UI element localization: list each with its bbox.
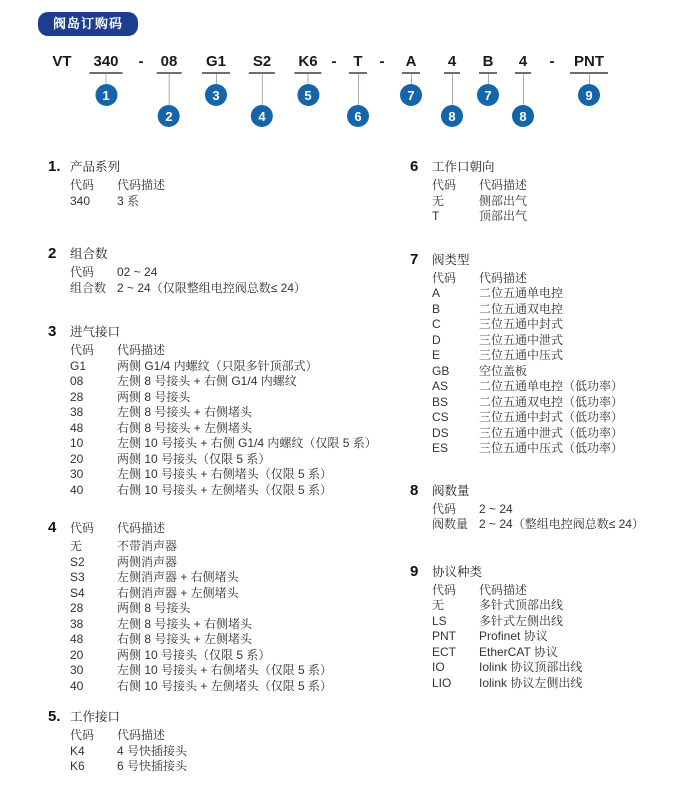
code-segment-label: T <box>349 53 366 74</box>
code-prefix: VT <box>52 53 72 70</box>
section-6 <box>410 158 693 225</box>
row-desc: 三位五通中泄式（低功率） <box>479 425 624 440</box>
row-code: PNT <box>432 629 456 643</box>
table-row <box>432 209 693 225</box>
section-4 <box>48 519 400 694</box>
code-segment-label: S2 <box>249 53 275 74</box>
code-dash: - <box>379 53 385 70</box>
section-title: 工作口朝向 <box>432 160 495 174</box>
table-header-row <box>432 271 693 287</box>
column-header-desc: 代码描述 <box>117 521 166 535</box>
row-code: DS <box>432 425 449 440</box>
order-circle-3: 3 <box>205 84 227 106</box>
row-desc: 不带消声器 <box>117 539 178 553</box>
table-row <box>70 405 400 421</box>
row-desc: 两侧 10 号接头（仅限 5 系） <box>117 451 271 466</box>
table-row <box>432 614 693 630</box>
section-heading <box>48 158 400 176</box>
section-heading <box>410 251 693 269</box>
row-desc: 6 号快插接头 <box>117 759 188 773</box>
table-row <box>70 436 400 452</box>
connector-line <box>308 74 309 84</box>
code-segment-PNT <box>570 53 608 106</box>
table-row <box>432 395 693 411</box>
column-header-desc: 代码描述 <box>479 270 528 285</box>
row-desc: 两侧 G1/4 内螺纹（只限多针顶部式） <box>117 358 318 373</box>
table-row <box>70 679 400 695</box>
code-dash: - <box>138 53 144 70</box>
section-title: 组合数 <box>70 247 108 261</box>
row-desc: 顶部出气 <box>479 209 528 223</box>
order-circle-8: 8 <box>512 105 534 127</box>
row-code: 无 <box>432 193 445 208</box>
row-code: 28 <box>70 601 84 615</box>
table-row <box>70 421 400 437</box>
connector-line <box>589 74 590 84</box>
row-desc: 右侧 8 号接头 + 左侧堵头 <box>117 632 253 646</box>
left-column <box>48 158 400 801</box>
section-title: 工作接口 <box>70 710 121 724</box>
row-desc: EtherCAT 协议 <box>479 644 558 659</box>
row-desc: 侧部出气 <box>479 193 528 208</box>
table-row <box>432 660 693 676</box>
section-heading <box>48 519 400 537</box>
table-row <box>432 441 693 457</box>
row-code: E <box>432 348 441 362</box>
table-row <box>432 502 693 518</box>
section-heading <box>410 563 693 581</box>
connector-line <box>261 74 262 105</box>
table-row <box>432 676 693 692</box>
row-desc: 4 号快插接头 <box>117 743 188 758</box>
connector-line <box>452 74 453 105</box>
code-segment-label: 4 <box>515 53 531 74</box>
table-row <box>432 333 693 349</box>
column-header-desc: 代码描述 <box>117 343 166 357</box>
section-table <box>48 178 400 209</box>
table-row <box>70 648 400 664</box>
table-row <box>432 629 693 645</box>
section-title: 产品系列 <box>70 160 121 174</box>
section-7 <box>410 251 693 457</box>
row-desc: 三位五通中压式 <box>479 348 564 362</box>
row-desc: Iolink 协议顶部出线 <box>479 660 583 674</box>
section-number: 4 <box>48 519 57 536</box>
table-row <box>70 452 400 468</box>
column-header-code: 代码 <box>432 270 457 285</box>
section-9 <box>410 563 693 692</box>
column-header-desc: 代码描述 <box>117 178 166 192</box>
column-header-code: 代码 <box>70 728 95 742</box>
section-title: 进气接口 <box>70 325 121 339</box>
connector-line <box>215 74 216 84</box>
row-code: S2 <box>70 554 85 569</box>
row-desc: 右侧消声器 + 左侧堵头 <box>117 585 239 600</box>
code-segment-4 <box>441 53 463 127</box>
row-desc: 2 ~ 24（仅限整组电控阀总数≤ 24） <box>117 280 306 295</box>
row-code: 20 <box>70 647 84 662</box>
row-desc: 左侧 8 号接头 + 右侧堵头 <box>117 616 253 631</box>
table-row <box>432 426 693 442</box>
section-table <box>410 502 693 533</box>
connector-line <box>169 74 170 105</box>
row-code: 10 <box>70 436 84 450</box>
section-heading <box>48 323 400 341</box>
connector-line <box>106 74 107 84</box>
order-circle-9: 9 <box>578 84 600 106</box>
section-table <box>48 728 400 775</box>
section-title: 阀数量 <box>432 483 470 498</box>
code-segment-K6 <box>294 53 321 106</box>
order-circle-5: 5 <box>297 84 319 106</box>
row-code: ECT <box>432 644 456 659</box>
table-header-row <box>432 583 693 599</box>
row-code: 40 <box>70 678 84 693</box>
column-header-code: 代码 <box>70 343 95 357</box>
row-code: LIO <box>432 675 452 690</box>
section-table <box>410 271 693 457</box>
section-title: 阀类型 <box>432 252 470 267</box>
row-code: ES <box>432 441 449 455</box>
table-row <box>432 517 693 533</box>
code-segment-A <box>400 53 422 106</box>
table-row <box>432 379 693 395</box>
section-3 <box>48 323 400 498</box>
row-code: 30 <box>70 467 84 481</box>
row-desc: 2 ~ 24 <box>479 501 513 516</box>
table-row <box>70 570 400 586</box>
row-desc: 两侧 10 号接头（仅限 5 系） <box>117 647 271 662</box>
row-desc: 三位五通中封式 <box>479 317 564 331</box>
section-1 <box>48 158 400 209</box>
order-circle-6: 6 <box>347 105 369 127</box>
row-code: 38 <box>70 616 84 631</box>
code-segment-T <box>347 53 369 127</box>
table-row <box>70 467 400 483</box>
table-header-row <box>70 520 400 537</box>
order-circle-1: 1 <box>95 84 117 106</box>
row-desc: 多针式顶部出线 <box>479 598 564 612</box>
section-title: 协议种类 <box>432 564 483 579</box>
column-header-desc: 代码描述 <box>117 728 166 742</box>
row-code: 28 <box>70 389 84 404</box>
row-code: 阀数量 <box>432 517 469 531</box>
table-header-row <box>70 178 400 194</box>
table-row <box>432 194 693 210</box>
section-heading <box>410 482 693 500</box>
section-table <box>48 343 400 498</box>
code-segment-label: PNT <box>570 53 608 74</box>
table-row <box>70 265 400 281</box>
table-row <box>70 359 400 375</box>
row-code: 340 <box>70 193 91 208</box>
table-row <box>70 663 400 679</box>
row-desc: 左侧 8 号接头 + 右侧 G1/4 内螺纹 <box>117 374 297 388</box>
section-heading <box>48 245 400 263</box>
code-segment-label: A <box>402 53 421 74</box>
table-row <box>70 586 400 602</box>
table-row <box>70 744 400 760</box>
code-segment-label: B <box>479 53 498 74</box>
row-desc: 右侧 10 号接头 + 左侧堵头（仅限 5 系） <box>117 678 333 693</box>
row-desc: 空位盖板 <box>479 363 528 378</box>
section-number: 2 <box>48 245 57 262</box>
table-row <box>70 632 400 648</box>
connector-line <box>411 74 412 84</box>
row-code: 无 <box>432 598 445 612</box>
section-2 <box>48 245 400 296</box>
code-segment-label: G1 <box>202 53 230 74</box>
row-code: K6 <box>70 759 85 773</box>
row-code: K4 <box>70 743 85 758</box>
row-code: 无 <box>70 539 83 553</box>
page-title-badge <box>38 12 138 36</box>
code-dash: - <box>331 53 337 70</box>
row-desc: 左侧 10 号接头 + 右侧 G1/4 内螺纹（仅限 5 系） <box>117 436 377 450</box>
section-5 <box>48 708 400 775</box>
section-number: 5. <box>48 708 61 725</box>
table-row <box>70 281 400 297</box>
section-number: 6 <box>410 158 419 175</box>
table-row <box>432 317 693 333</box>
row-code: 组合数 <box>70 280 107 295</box>
section-table <box>410 583 693 692</box>
row-desc: 三位五通中泄式 <box>479 332 564 347</box>
table-row <box>70 390 400 406</box>
table-row <box>70 194 400 210</box>
row-code: S3 <box>70 570 85 584</box>
table-header-row <box>70 728 400 744</box>
column-header-code: 代码 <box>70 178 95 192</box>
row-code: LS <box>432 613 447 628</box>
order-circle-8: 8 <box>441 105 463 127</box>
row-code: D <box>432 332 441 347</box>
column-header-desc: 代码描述 <box>479 582 528 597</box>
section-number: 7 <box>410 250 419 268</box>
table-header-row <box>70 343 400 359</box>
column-header-code: 代码 <box>432 582 457 597</box>
table-row <box>70 601 400 617</box>
code-segment-label: 4 <box>444 53 460 74</box>
section-number: 9 <box>410 562 419 580</box>
row-code: T <box>432 209 440 223</box>
code-segment-S2 <box>249 53 275 127</box>
table-row <box>70 539 400 555</box>
table-row <box>432 364 693 380</box>
table-row <box>432 302 693 318</box>
code-segment-B <box>477 53 499 106</box>
order-circle-7: 7 <box>477 84 499 106</box>
code-segment-4 <box>512 53 534 127</box>
row-desc: 二位五通单电控（低功率） <box>479 379 624 393</box>
row-desc: 二位五通单电控 <box>479 286 564 300</box>
section-table <box>48 265 400 296</box>
row-code: S4 <box>70 585 85 600</box>
row-desc: Profinet 协议 <box>479 629 548 643</box>
row-desc: Iolink 协议左侧出线 <box>479 675 583 690</box>
row-desc: 左侧 10 号接头 + 右侧堵头（仅限 5 系） <box>117 467 333 481</box>
code-dash: - <box>549 53 555 70</box>
code-diagram <box>0 45 693 145</box>
row-code: 38 <box>70 405 84 419</box>
table-row <box>70 759 400 775</box>
column-header-code: 代码 <box>432 178 457 192</box>
connector-line <box>488 74 489 84</box>
row-desc: 右侧 10 号接头 + 左侧堵头（仅限 5 系） <box>117 482 333 497</box>
row-code: A <box>432 286 441 300</box>
table-row <box>432 645 693 661</box>
code-segment-label: K6 <box>294 53 321 74</box>
table-row <box>70 374 400 390</box>
table-header-row <box>432 178 693 194</box>
row-desc: 两侧 8 号接头 <box>117 389 191 404</box>
row-desc: 三位五通中封式（低功率） <box>479 410 624 424</box>
row-desc: 两侧 8 号接头 <box>117 601 191 615</box>
section-8 <box>410 482 693 533</box>
row-desc: 左侧 8 号接头 + 右侧堵头 <box>117 405 253 419</box>
right-column <box>410 158 693 717</box>
table-row <box>70 617 400 633</box>
row-desc: 02 ~ 24 <box>117 265 158 279</box>
section-heading <box>48 708 400 726</box>
row-desc: 二位五通双电控 <box>479 301 564 316</box>
row-code: C <box>432 317 441 331</box>
table-row <box>432 348 693 364</box>
row-code: 20 <box>70 451 84 466</box>
order-circle-7: 7 <box>400 84 422 106</box>
section-table <box>48 539 400 694</box>
code-segment-label: 340 <box>89 53 122 74</box>
column-header-code: 代码 <box>70 521 95 535</box>
row-code: AS <box>432 379 449 393</box>
row-desc: 左侧消声器 + 右侧堵头 <box>117 570 239 584</box>
row-desc: 三位五通中压式（低功率） <box>479 441 624 455</box>
row-code: 30 <box>70 663 84 677</box>
table-row <box>432 598 693 614</box>
column-header-desc: 代码描述 <box>479 178 528 192</box>
code-segment-08 <box>157 53 182 127</box>
code-segment-label: 08 <box>157 53 182 74</box>
row-code: 代码 <box>70 265 95 279</box>
code-segment-G1 <box>202 53 230 106</box>
section-heading <box>410 158 693 176</box>
table-row <box>70 555 400 571</box>
row-desc: 3 系 <box>117 193 140 208</box>
section-number: 3 <box>48 323 57 340</box>
page-title: 阀岛订购码 <box>53 16 124 31</box>
section-table <box>410 178 693 225</box>
row-desc: 2 ~ 24（整组电控阀总数≤ 24） <box>479 517 644 531</box>
row-desc: 多针式左侧出线 <box>479 613 564 628</box>
row-desc: 左侧 10 号接头 + 右侧堵头（仅限 5 系） <box>117 663 333 677</box>
table-row <box>432 410 693 426</box>
row-code: 代码 <box>432 501 457 516</box>
table-row <box>70 483 400 499</box>
row-code: G1 <box>70 358 87 373</box>
row-code: 40 <box>70 482 84 497</box>
section-number: 8 <box>410 481 419 499</box>
row-code: CS <box>432 410 449 424</box>
row-code: GB <box>432 363 450 378</box>
row-desc: 两侧消声器 <box>117 554 178 569</box>
connector-line <box>523 74 524 105</box>
row-code: 08 <box>70 374 84 388</box>
section-number: 1. <box>48 158 61 175</box>
code-segment-340 <box>89 53 122 106</box>
table-row <box>432 286 693 302</box>
order-circle-4: 4 <box>251 105 273 127</box>
row-code: BS <box>432 394 449 409</box>
connector-line <box>358 74 359 105</box>
row-code: B <box>432 301 441 316</box>
row-code: IO <box>432 660 445 674</box>
order-circle-2: 2 <box>158 105 180 127</box>
row-code: 48 <box>70 632 84 646</box>
row-desc: 二位五通双电控（低功率） <box>479 394 624 409</box>
row-desc: 右侧 8 号接头 + 左侧堵头 <box>117 420 253 435</box>
row-code: 48 <box>70 420 84 435</box>
